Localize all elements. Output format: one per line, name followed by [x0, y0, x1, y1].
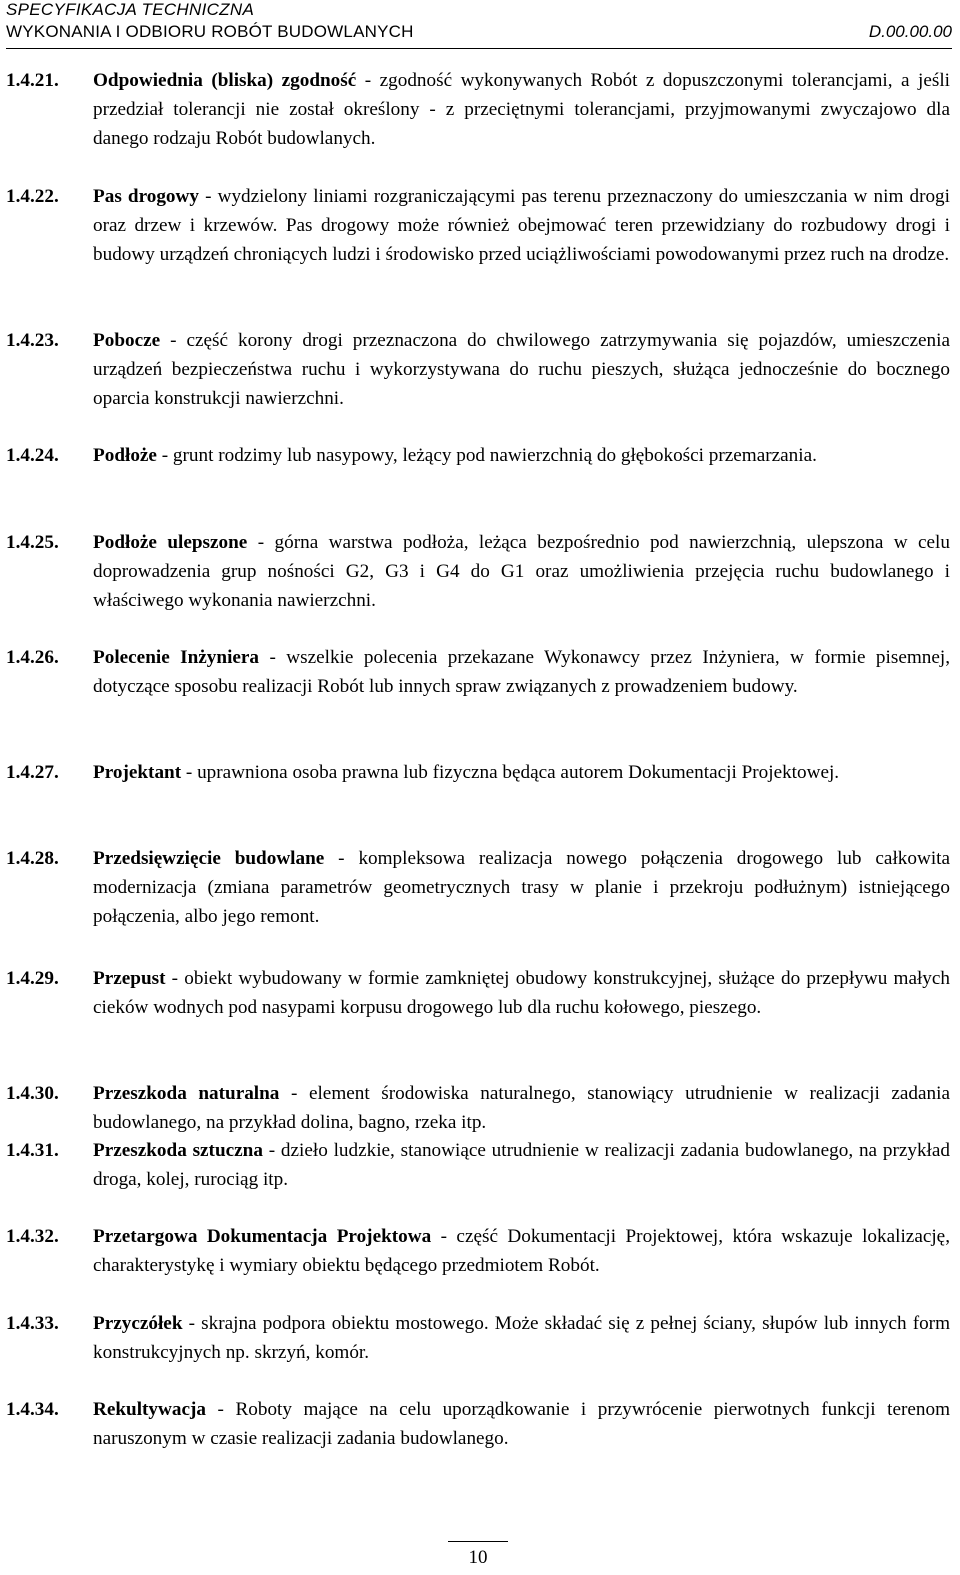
entry-term: Przeszkoda naturalna: [93, 1083, 280, 1104]
entry-text: [93, 183, 950, 269]
entry-term: Podłoże: [93, 445, 157, 466]
definition-entry: [6, 759, 950, 788]
entry-definition: - zgodność wykonywanych Robót z dopuszczonymi tolerancjami, a jeśli przedział tolerancji nie został określony - z przeciętnymi tolerancjami, przyjmowanymi zwyczajowo dla danego rodzaju Robót budowlanych.: [93, 70, 950, 149]
document-code: D.00.00.00: [868, 22, 952, 41]
entry-number: 1.4.34.: [6, 1399, 59, 1420]
entry-text: [93, 1310, 950, 1368]
entry-number: 1.4.30.: [6, 1083, 59, 1104]
definition-entry: [6, 1080, 950, 1138]
header-subtitle: WYKONANIA I ODBIORU ROBÓT BUDOWLANYCH: [6, 22, 414, 41]
definition-entry: [6, 965, 950, 1023]
page-header: [6, 0, 952, 49]
entry-number: 1.4.22.: [6, 186, 59, 207]
entry-number: 1.4.32.: [6, 1226, 59, 1247]
entry-number: 1.4.31.: [6, 1140, 59, 1161]
entry-term: Przeszkoda sztuczna: [93, 1140, 263, 1161]
entry-definition: - wydzielony liniami rozgraniczającymi pas terenu przeznaczony do umieszczania w nim drogi oraz drzew i krzewów. Pas drogowy może również obejmować teren przewidziany do rozbudowy drogi i budowy urządzeń chroniących ludzi i środowisko przed uciążliwościami powodowanymi przez ruch na drodze.: [93, 186, 950, 265]
entry-term: Podłoże ulepszone: [93, 532, 248, 553]
entry-number: 1.4.29.: [6, 968, 59, 989]
entry-number: 1.4.24.: [6, 445, 59, 466]
definition-entry: [6, 644, 950, 702]
entry-text: [93, 529, 950, 615]
entry-text: [93, 1396, 950, 1454]
entry-definition: - grunt rodzimy lub nasypowy, leżący pod nawierzchnią do głębokości przemarzania.: [156, 445, 817, 466]
entry-text: [93, 442, 950, 471]
entry-term: Przetargowa Dokumentacja Projektowa: [93, 1226, 432, 1247]
definition-entry: [6, 1137, 950, 1195]
entry-term: Projektant: [93, 762, 182, 783]
entry-text: [93, 1080, 950, 1138]
entry-definition: - kompleksowa realizacja nowego połączenia drogowego lub całkowita modernizacja (zmiana parametrów geometrycznych trasy w planie i przekroju podłużnym) istniejącego połączenia, albo jego remont.: [93, 848, 950, 927]
definition-entry: [6, 442, 950, 471]
definition-entry: [6, 1310, 950, 1368]
entry-definition: - wszelkie polecenia przekazane Wykonawcy przez Inżyniera, w formie pisemnej, dotyczące sposobu realizacji Robót lub innych spraw związanych z prowadzeniem budowy.: [93, 647, 950, 697]
entry-definition: - Roboty mające na celu uporządkowanie i przywrócenie pierwotnych funkcji terenom naruszonym w czasie realizacji zadania budowlanego.: [93, 1399, 950, 1449]
entry-definition: - obiekt wybudowany w formie zamkniętej obudowy konstrukcyjnej, służące do przepływu małych cieków wodnych pod nasypami korpusu drogowego lub dla ruchu kołowego, pieszego.: [93, 968, 950, 1018]
entry-text: [93, 67, 950, 153]
entry-number: 1.4.33.: [6, 1313, 59, 1334]
entry-text: [93, 1137, 950, 1195]
entry-number: 1.4.25.: [6, 532, 59, 553]
footer-divider: [448, 1541, 508, 1542]
entry-number: 1.4.23.: [6, 330, 59, 351]
entry-text: [93, 644, 950, 702]
definition-entry: [6, 845, 950, 931]
entry-definition: - część Dokumentacji Projektowej, która wskazuje lokalizację, charakterystykę i wymiary obiektu będącego przedmiotem Robót.: [93, 1226, 950, 1276]
entry-number: 1.4.27.: [6, 762, 59, 783]
definition-entry: [6, 67, 950, 153]
entry-definition: - element środowiska naturalnego, stanowiący utrudnienie w realizacji zadania budowlanego, na przykład dolina, bagno, rzeka itp.: [93, 1083, 950, 1133]
page-number: 10: [468, 1547, 488, 1568]
definition-entry: [6, 327, 950, 413]
entry-term: Pas drogowy: [93, 186, 199, 207]
entry-term: Polecenie Inżyniera: [93, 647, 260, 668]
entry-term: Przyczółek: [93, 1313, 183, 1334]
entry-number: 1.4.21.: [6, 70, 59, 91]
entry-text: [93, 327, 950, 413]
definition-entry: [6, 529, 950, 615]
entry-definition: - skrajna podpora obiektu mostowego. Może składać się z pełnej ściany, słupów lub innych form konstrukcyjnych np. skrzyń, komór.: [93, 1313, 950, 1363]
entry-definition: - górna warstwa podłoża, leżąca bezpośrednio pod nawierzchnią, ulepszona w celu doprowadzenia grup nośności G2, G3 i G4 do G1 oraz umożliwienia przejęcia ruchu budowlanego i właściwego wykonania nawierzchni.: [93, 532, 950, 611]
definition-entry: [6, 1396, 950, 1454]
entry-text: [93, 1223, 950, 1281]
entry-term: Rekultywacja: [93, 1399, 206, 1420]
definition-entry: [6, 1223, 950, 1281]
entry-term: Przepust: [93, 968, 166, 989]
header-title: SPECYFIKACJA TECHNICZNA: [6, 0, 255, 19]
entry-term: Przedsięwzięcie budowlane: [93, 848, 325, 869]
entry-definition: - część korony drogi przeznaczona do chwilowego zatrzymywania się pojazdów, umieszczenia urządzeń bezpieczeństwa ruchu i wykorzystywana do ruchu pieszych, służąca jednocześnie do bocznego oparcia konstrukcji nawierzchni.: [93, 330, 950, 409]
entry-number: 1.4.26.: [6, 647, 59, 668]
entry-definition: - uprawniona osoba prawna lub fizyczna będąca autorem Dokumentacji Projektowej.: [181, 762, 840, 783]
entry-text: [93, 845, 950, 931]
definition-entry: [6, 183, 950, 269]
entry-term: Odpowiednia (bliska) zgodność: [93, 70, 357, 91]
entry-definition: - dzieło ludzkie, stanowiące utrudnienie w realizacji zadania budowlanego, na przykład droga, kolej, rurociąg itp.: [93, 1140, 950, 1190]
entry-text: [93, 759, 950, 788]
entry-text: [93, 965, 950, 1023]
entry-number: 1.4.28.: [6, 848, 59, 869]
entry-term: Pobocze: [93, 330, 161, 351]
